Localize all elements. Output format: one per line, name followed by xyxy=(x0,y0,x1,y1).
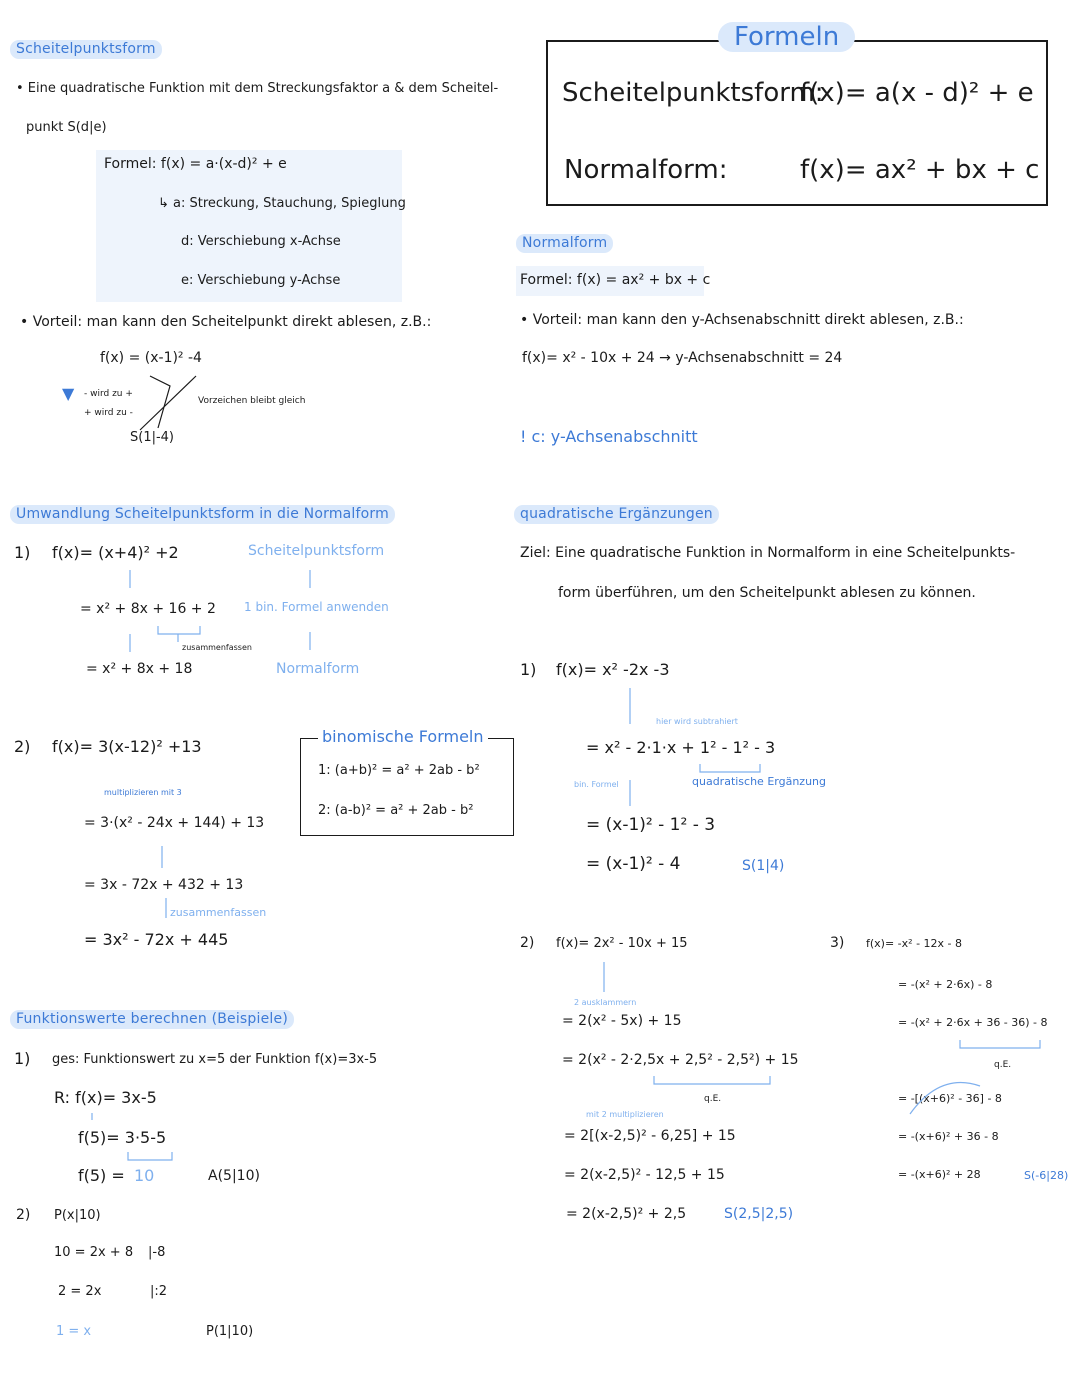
qe2-label: 2) xyxy=(520,935,535,951)
fw1-question: ges: Funktionswert zu x=5 der Funktion f(x)=3x-5 xyxy=(52,1052,378,1067)
fw2-label: 2) xyxy=(16,1207,31,1223)
qe3-qe: q.E. xyxy=(994,1060,1012,1070)
qe2-small2: mit 2 multiplizieren xyxy=(586,1110,664,1119)
um2-line3: = 3x - 72x + 432 + 13 xyxy=(84,877,244,893)
um1-label: 1) xyxy=(14,543,31,562)
sp-formel: Formel: f(x) = a·(x-d)² + e xyxy=(104,156,287,172)
um2-line1: f(x)= 3(x-12)² +13 xyxy=(52,737,202,756)
binomische-title: binomische Formeln xyxy=(318,727,488,746)
fw2-op2: |:2 xyxy=(150,1284,168,1299)
binomische-1: 1: (a+b)² = a² + 2ab - b² xyxy=(318,763,480,778)
qe1-brace xyxy=(700,764,760,772)
qe1-qe: quadratische Ergänzung xyxy=(692,775,826,788)
qe3-line6: = -(x+6)² + 28 xyxy=(898,1168,981,1181)
sp-vorteil: • Vorteil: man kann den Scheitelpunkt direkt ablesen, z.B.: xyxy=(20,314,432,330)
fw2-point: P(1|10) xyxy=(206,1324,254,1339)
um2-label: 2) xyxy=(14,737,31,756)
qe2-qe: q.E. xyxy=(704,1094,722,1104)
qe3-brace xyxy=(960,1040,1040,1048)
nf-vorteil: • Vorteil: man kann den y-Achsenabschnitt direkt ablesen, z.B.: xyxy=(520,312,964,328)
sp-intro-line1: • Eine quadratische Funktion mit dem Streckungsfaktor a & dem Scheitel- xyxy=(16,81,499,96)
sp-example: f(x) = (x-1)² -4 xyxy=(100,350,202,366)
sign-arrow-2 xyxy=(150,376,170,428)
um1-line3: = x² + 8x + 18 xyxy=(86,661,193,677)
fw2-line2: 2 = 2x xyxy=(58,1284,102,1299)
um1-line2: = x² + 8x + 16 + 2 xyxy=(80,601,216,617)
attention-icon: ▼ xyxy=(62,384,75,403)
qe1-line1: f(x)= x² -2x -3 xyxy=(556,660,670,679)
formeln-title: Formeln xyxy=(718,22,855,52)
sp-param-d: d: Verschiebung x-Achse xyxy=(181,234,341,249)
qe1-label: 1) xyxy=(520,660,537,679)
fw1-line3a: f(5) = xyxy=(78,1166,125,1185)
sp-note-minus: - wird zu + xyxy=(84,389,133,399)
sign-arrow-1 xyxy=(140,376,196,430)
qe3-point: S(-6|28) xyxy=(1024,1169,1069,1182)
um1-side-binformel: 1 bin. Formel anwenden xyxy=(244,600,389,614)
qe2-line3: = 2(x² - 2·2,5x + 2,5² - 2,5²) + 15 xyxy=(562,1052,799,1068)
qe2-line2: = 2(x² - 5x) + 15 xyxy=(562,1013,682,1029)
um2-line4: = 3x² - 72x + 445 xyxy=(84,930,229,949)
sp-note-plus: + wird zu - xyxy=(84,408,133,418)
qe1-line2: = x² - 2·1·x + 1² - 1² - 3 xyxy=(586,738,776,757)
formeln-nf-formula: f(x)= ax² + bx + c xyxy=(800,155,1040,185)
qe2-line1: f(x)= 2x² - 10x + 15 xyxy=(556,936,688,951)
qe1-small: hier wird subtrahiert xyxy=(656,717,738,726)
fw1-brace xyxy=(128,1152,172,1160)
formeln-nf-label: Normalform: xyxy=(564,155,728,185)
um1-side-scheitel: Scheitelpunktsform xyxy=(248,543,385,559)
um1-brace xyxy=(158,626,200,642)
fw2-line1: 10 = 2x + 8 xyxy=(54,1245,134,1260)
formeln-sp-formula: f(x)= a(x - d)² + e xyxy=(800,78,1034,108)
um1-side-normal: Normalform xyxy=(276,661,360,677)
qe2-line5: = 2(x-2,5)² - 12,5 + 15 xyxy=(564,1167,725,1183)
qe1-line4: = (x-1)² - 4 xyxy=(586,854,681,874)
qe3-line5: = -(x+6)² + 36 - 8 xyxy=(898,1130,999,1143)
um2-line2: = 3·(x² - 24x + 144) + 13 xyxy=(84,815,265,831)
sp-note-sign: Vorzeichen bleibt gleich xyxy=(198,396,306,406)
qe3-line2: = -(x² + 2·6x) - 8 xyxy=(898,978,993,991)
umwandlung-heading: Umwandlung Scheitelpunktsform in die Normalform xyxy=(10,505,395,524)
formeln-sp-label: Scheitelpunktsform: xyxy=(562,78,824,108)
quadratische-ergaenzung-heading: quadratische Ergänzungen xyxy=(514,505,719,524)
fw1-line3b: 10 xyxy=(134,1166,155,1185)
um1-small: zusammenfassen xyxy=(182,643,252,652)
fw2-line0: P(x|10) xyxy=(54,1208,101,1223)
qe2-line4: = 2[(x-2,5)² - 6,25] + 15 xyxy=(564,1128,736,1144)
qe3-line4: = -[(x+6)² - 36] - 8 xyxy=(898,1092,1002,1105)
fw1-point: A(5|10) xyxy=(208,1168,260,1184)
fw1-line1: R: f(x)= 3x-5 xyxy=(54,1088,157,1107)
qe1-line3: = (x-1)² - 1² - 3 xyxy=(586,815,716,835)
qe-ziel2: form überführen, um den Scheitelpunkt ablesen zu können. xyxy=(558,585,976,601)
qe3-label: 3) xyxy=(830,935,845,951)
qe3-line1: f(x)= -x² - 12x - 8 xyxy=(866,937,962,950)
binomische-2: 2: (a-b)² = a² + 2ab - b² xyxy=(318,803,474,818)
qe3-curve xyxy=(910,1083,980,1115)
qe3-line3: = -(x² + 2·6x + 36 - 36) - 8 xyxy=(898,1016,1048,1029)
funktionswerte-heading: Funktionswerte berechnen (Beispiele) xyxy=(10,1010,294,1029)
scheitelpunktsform-heading: Scheitelpunktsform xyxy=(10,40,162,59)
qe2-line6: = 2(x-2,5)² + 2,5 xyxy=(566,1206,687,1222)
sp-param-e: e: Verschiebung y-Achse xyxy=(181,273,341,288)
qe2-point: S(2,5|2,5) xyxy=(724,1206,794,1222)
um2-small2: zusammenfassen xyxy=(170,906,267,919)
sp-intro-line2: punkt S(d|e) xyxy=(26,120,107,135)
nf-example: f(x)= x² - 10x + 24 → y-Achsenabschnitt = 24 xyxy=(522,350,843,366)
qe2-small: 2 ausklammern xyxy=(574,998,637,1007)
fw2-op1: |-8 xyxy=(148,1245,166,1260)
qe1-point: S(1|4) xyxy=(742,858,785,874)
sp-point: S(1|-4) xyxy=(130,430,175,445)
nf-c: ! c: y-Achsenabschnitt xyxy=(520,427,698,446)
qe-ziel1: Ziel: Eine quadratische Funktion in Normalform in eine Scheitelpunkts- xyxy=(520,545,1016,561)
fw1-label: 1) xyxy=(14,1049,31,1068)
sp-param-a: ↳ a: Streckung, Stauchung, Spieglung xyxy=(158,196,406,211)
normalform-heading: Normalform xyxy=(516,234,613,253)
um2-small: multiplizieren mit 3 xyxy=(104,788,182,797)
qe2-brace xyxy=(654,1076,770,1084)
fw1-line2: f(5)= 3·5-5 xyxy=(78,1128,167,1147)
um1-line1: f(x)= (x+4)² +2 xyxy=(52,543,179,562)
nf-formel: Formel: f(x) = ax² + bx + c xyxy=(520,272,711,288)
fw2-line3: 1 = x xyxy=(56,1324,92,1339)
qe1-bin: bin. Formel xyxy=(574,780,619,789)
